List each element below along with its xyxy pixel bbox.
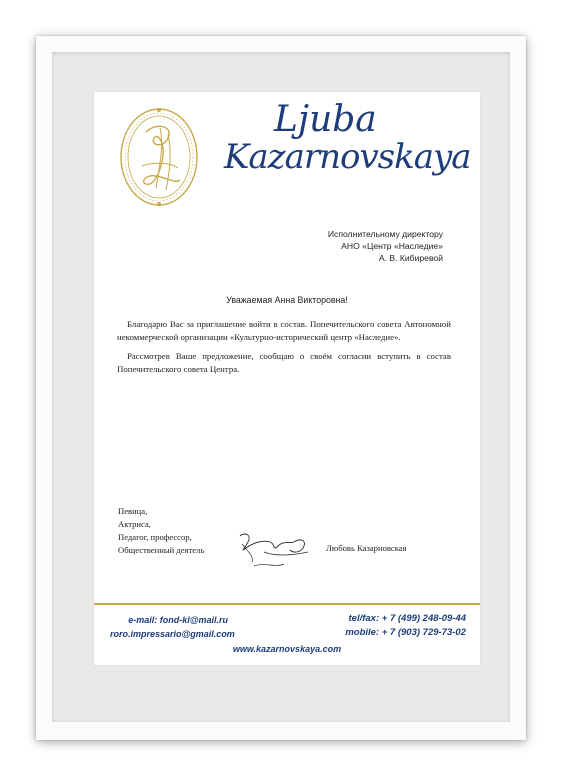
letter-page [94, 92, 480, 665]
phone-mobile: mobile: + 7 (903) 729-73-02 [345, 627, 466, 638]
monogram-logo [116, 104, 202, 210]
title-line: Певица, [118, 506, 148, 516]
recipient-line: Исполнительному директору [327, 229, 443, 239]
email-contacts [110, 613, 235, 641]
footer-divider [94, 603, 480, 605]
signer-titles [118, 505, 204, 557]
phone-contacts [266, 612, 466, 640]
greeting: Уважаемая Анна Викторовна! [226, 295, 348, 305]
website-link: www.kazarnovskaya.com [232, 644, 342, 654]
phone-telfax: tel/fax: + 7 (499) 248-09-44 [348, 613, 466, 624]
recipient-block [328, 228, 443, 264]
title-line: Актриса, [118, 519, 151, 529]
recipient-line: А. В. Кибиревой [378, 253, 443, 263]
letter-body [117, 318, 451, 382]
title-line: Педагог, профессор, [118, 532, 192, 542]
paragraph: Рассмотрев Ваше предложение, сообщаю о своём согласии вступить в состав Попечительского совета Центра. [117, 351, 451, 374]
email-secondary: roro.impressario@gmail.com [110, 629, 235, 639]
brand-line-1: Ljuba [274, 99, 377, 140]
paragraph: Благодарю Вас за приглашение войти в состав. Попечительского совета Автономной некоммерческой организации «Культурно-исторический центр «Наследие». [117, 319, 451, 342]
brand-line-2: Kazarnovskaya [224, 137, 471, 177]
recipient-line: АНО «Центр «Наследие» [341, 241, 443, 251]
email-primary: e-mail: fond-kl@mail.ru [128, 615, 228, 625]
title-line: Общественный деятель [118, 545, 205, 555]
handwritten-signature [234, 522, 314, 572]
signer-name: Любовь Казарновская [326, 543, 407, 553]
